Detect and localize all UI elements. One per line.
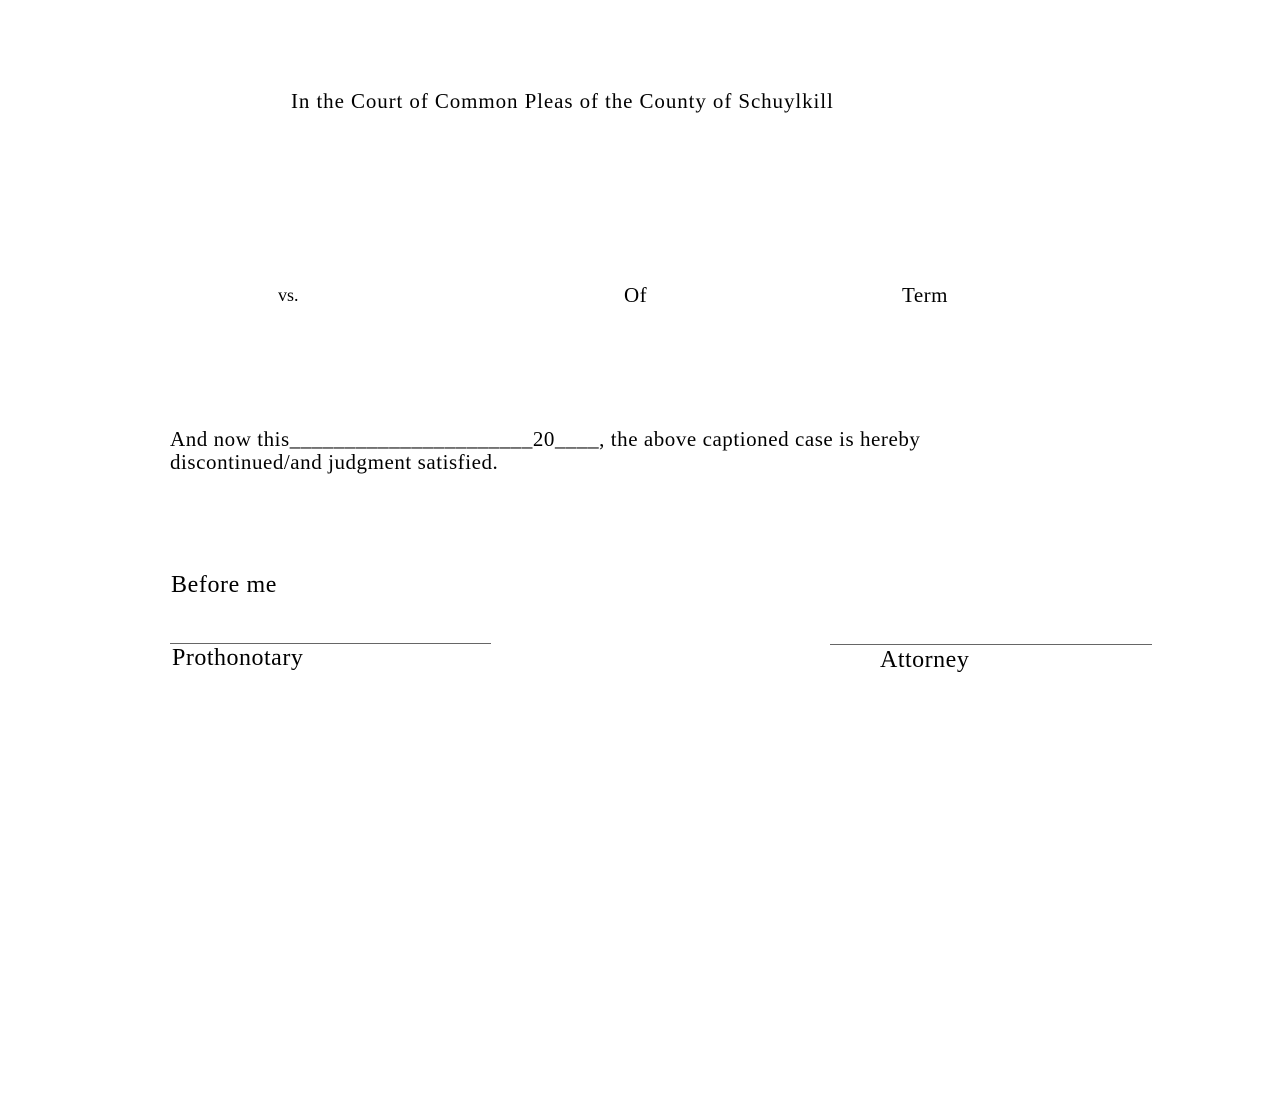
caption-vs: vs. [278,285,299,305]
caption-term: Term [902,283,949,307]
order-text-line1: And now this______________________20____, the above captioned case is hereby [170,427,921,451]
prothonotary-label: Prothonotary [172,645,304,671]
prothonotary-signature-line [170,643,491,644]
court-title: In the Court of Common Pleas of the County of Schuylkill [291,89,834,113]
attorney-label: Attorney [880,647,970,673]
attorney-signature-line [830,644,1152,645]
before-me-label: Before me [171,572,278,598]
caption-of: Of [624,283,648,307]
order-text-line2: discontinued/and judgment satisfied. [170,450,499,474]
